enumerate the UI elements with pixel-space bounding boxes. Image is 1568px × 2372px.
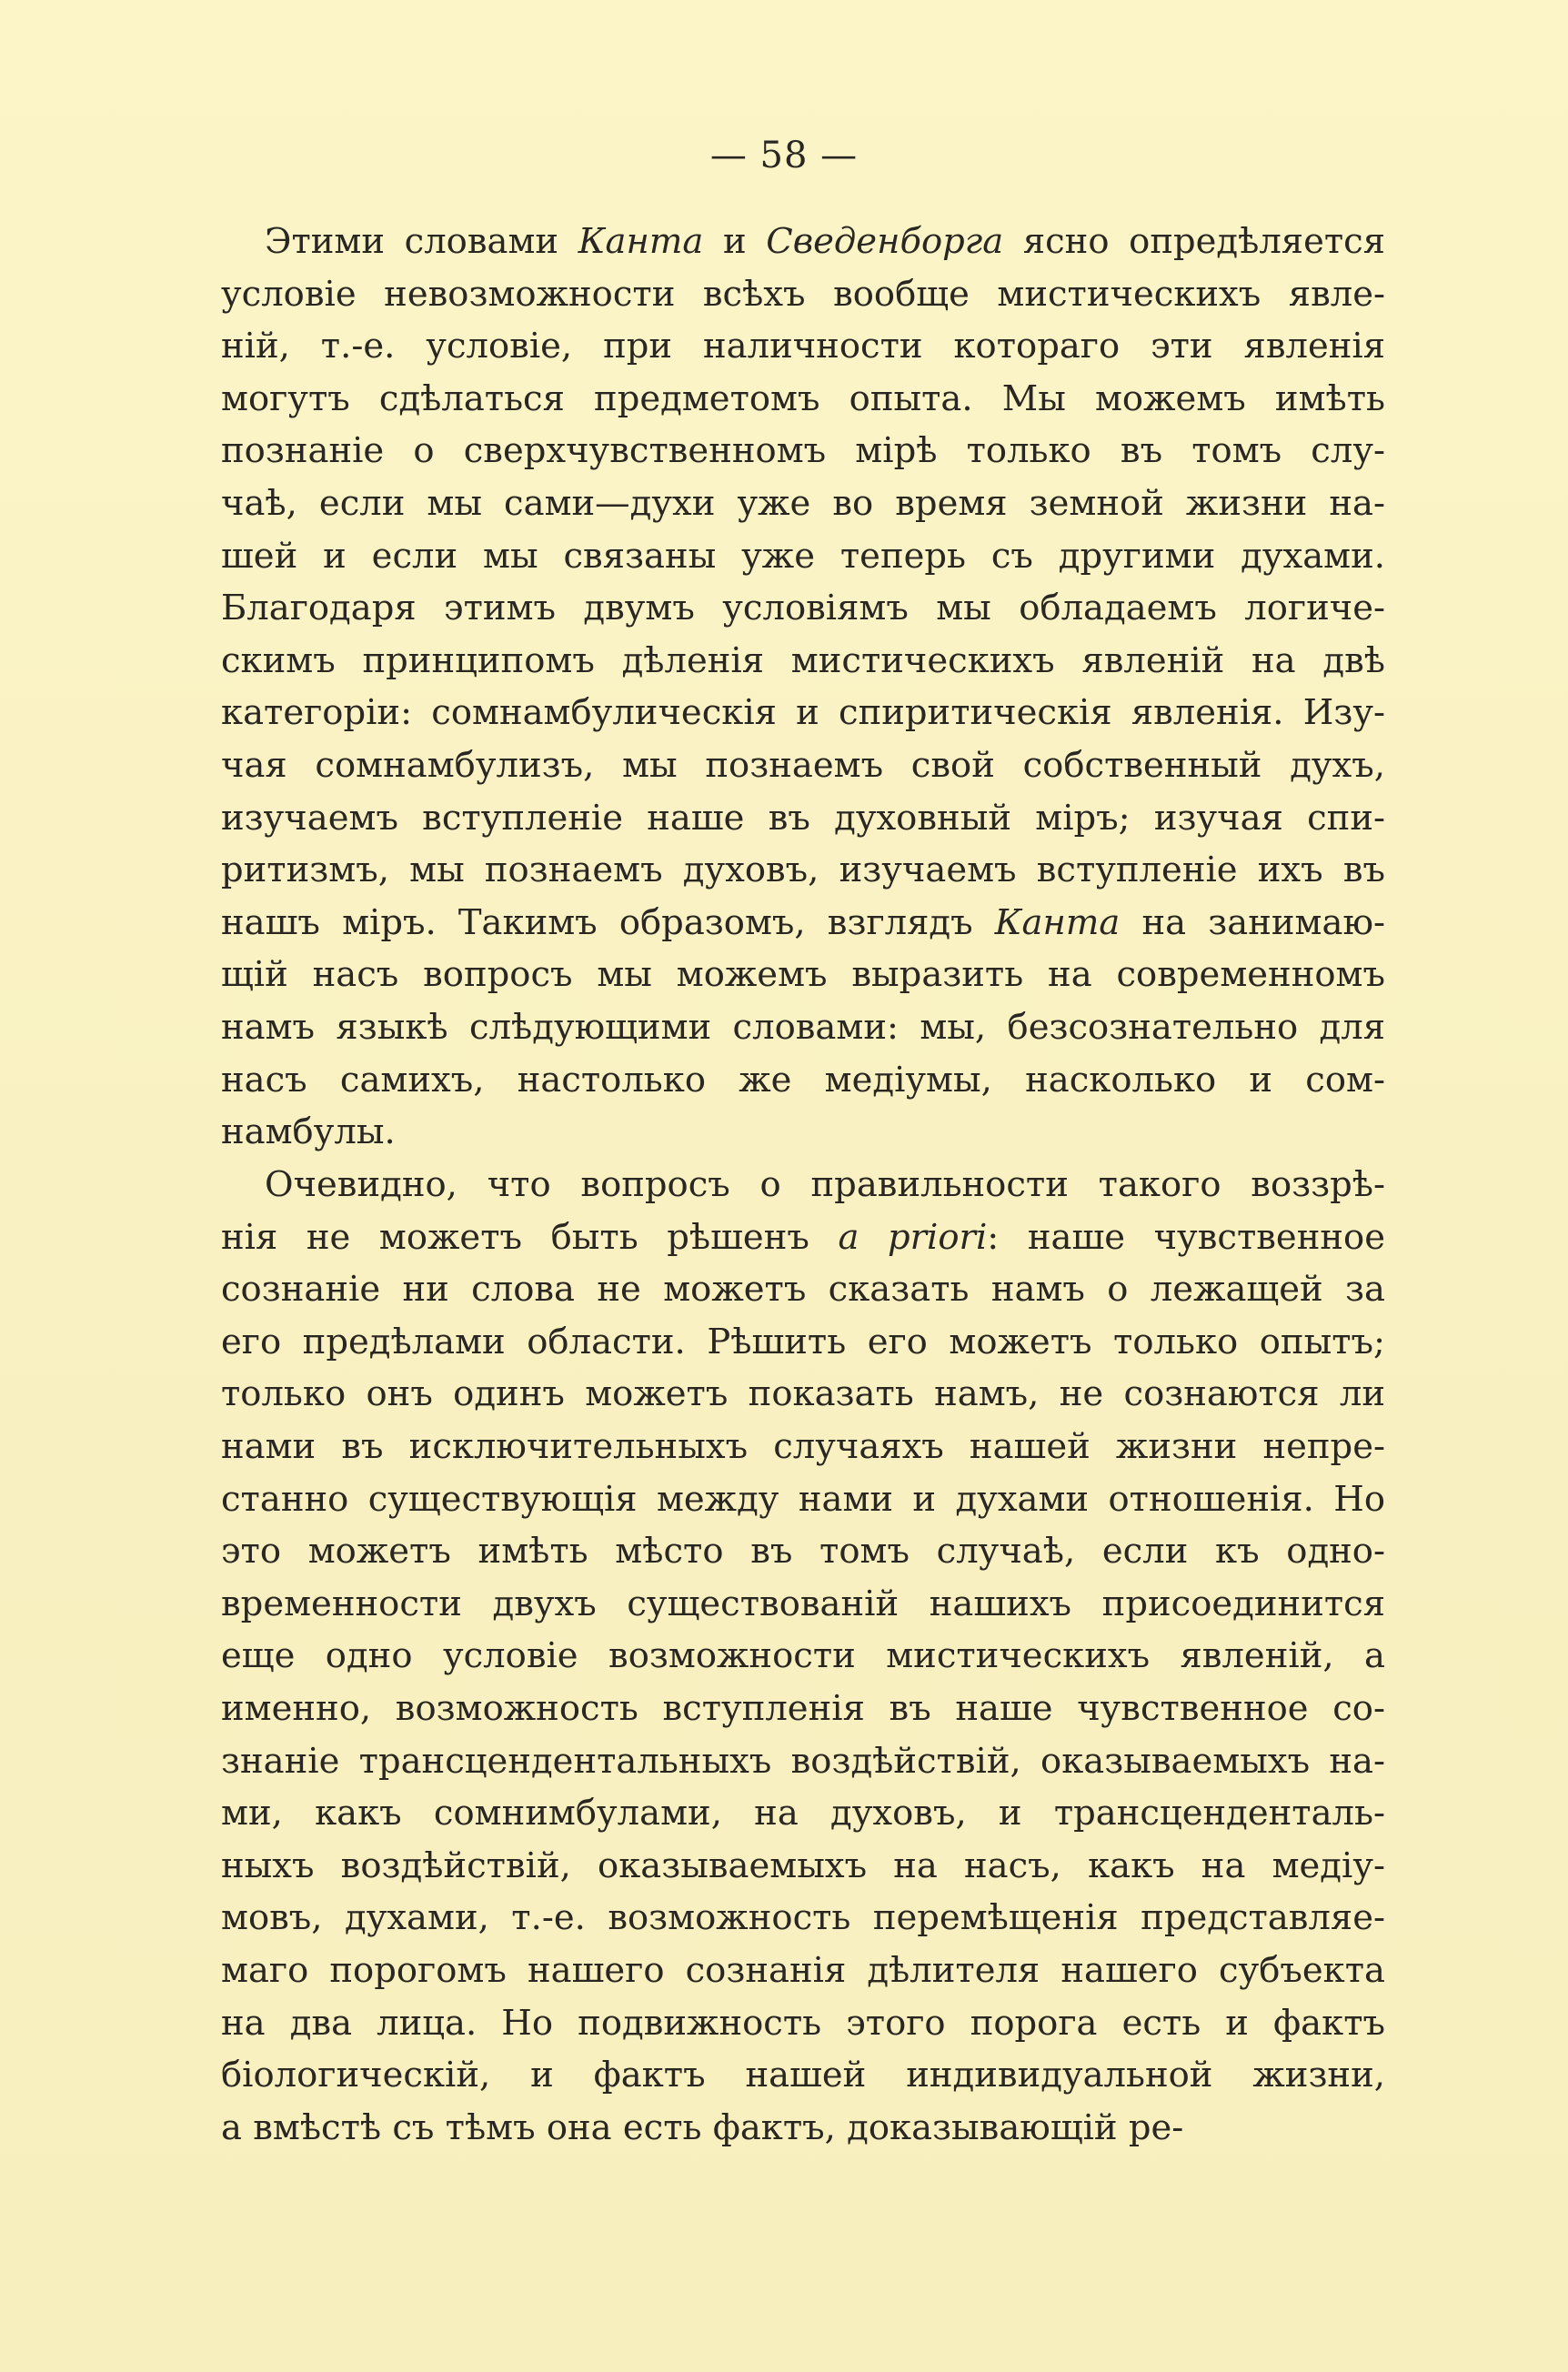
text-line <box>221 1316 1385 1369</box>
text-segment: еще одно условіе возможности мистическихъ явленій, а <box>221 1635 1385 1677</box>
text-segment: Этими словами <box>265 221 578 262</box>
text-line <box>221 1368 1385 1421</box>
text-line <box>221 216 1385 268</box>
text-segment: станно существующія между нами и духами отношенія. Но <box>221 1478 1385 1520</box>
italic-term: Сведенборга <box>766 221 1004 262</box>
text-segment: ныхъ воздѣйствій, оказываемыхъ на насъ, какъ на медіу- <box>221 1844 1385 1886</box>
text-segment: ритизмъ, мы познаемъ духовъ, изучаемъ вступленіе ихъ въ <box>221 849 1385 891</box>
text-line <box>221 1054 1385 1107</box>
text-line <box>221 1630 1385 1683</box>
text-segment: только онъ одинъ можетъ показать намъ, не сознаются ли <box>221 1373 1385 1415</box>
text-segment: категоріи: сомнамбулическія и спиритическія явленія. Изу- <box>221 692 1385 734</box>
text-line <box>221 1001 1385 1054</box>
text-segment: его предѣлами области. Рѣшить его можетъ только опытъ; <box>221 1321 1385 1362</box>
text-line <box>221 792 1385 845</box>
text-segment: : наше чувственное <box>987 1216 1385 1258</box>
text-line <box>221 530 1385 583</box>
text-segment: чаѣ, если мы сами—духи уже во время земной жизни на- <box>221 482 1385 524</box>
text-segment: изучаемъ вступленіе наше въ духовный міръ; изучая спи- <box>221 797 1385 839</box>
text-line <box>221 1211 1385 1264</box>
text-line <box>221 897 1385 950</box>
text-segment: скимъ принципомъ дѣленія мистическихъ явленій на двѣ <box>221 639 1385 681</box>
text-line <box>221 1525 1385 1578</box>
text-line <box>221 739 1385 792</box>
text-line <box>221 1683 1385 1735</box>
text-segment: это можетъ имѣть мѣсто въ томъ случаѣ, если къ одно- <box>221 1531 1385 1573</box>
text-line <box>221 1735 1385 1788</box>
paragraph <box>221 1159 1385 2154</box>
text-line <box>221 425 1385 477</box>
text-segment: Очевидно, что вопросъ о правильности такого воззрѣ- <box>265 1164 1385 1205</box>
text-line <box>221 635 1385 688</box>
text-line <box>221 268 1385 321</box>
text-segment: познаніе о сверхчувственномъ мірѣ только въ томъ слу- <box>221 430 1385 472</box>
text-segment: сознаніе ни слова не можетъ сказать намъ о лежащей за <box>221 1269 1385 1311</box>
text-segment: на занимаю- <box>1120 901 1385 943</box>
text-segment: нія не можетъ быть рѣшенъ <box>221 1216 839 1258</box>
text-line <box>221 687 1385 739</box>
text-segment: ній, т.-е. условіе, при наличности котораго эти явленія <box>221 326 1385 367</box>
text-line <box>221 949 1385 1001</box>
text-line <box>221 1945 1385 1997</box>
text-segment: временности двухъ существованій нашихъ присоединится <box>221 1583 1385 1624</box>
text-segment: шей и если мы связаны уже теперь съ другими духами. <box>221 535 1385 577</box>
text-line <box>221 1787 1385 1840</box>
text-line <box>221 1997 1385 2050</box>
text-segment: біологическій, и фактъ нашей индивидуальной жизни, <box>221 2055 1385 2096</box>
text-line <box>221 1263 1385 1316</box>
italic-term: Канта <box>994 901 1121 943</box>
text-segment: знаніе трансцендентальныхъ воздѣйствій, оказываемыхъ на- <box>221 1740 1385 1782</box>
text-line <box>221 320 1385 373</box>
text-line <box>221 844 1385 897</box>
text-segment: могутъ сдѣлаться предметомъ опыта. Мы можемъ имѣть <box>221 377 1385 419</box>
text-line <box>221 1106 1385 1159</box>
text-line <box>221 582 1385 635</box>
text-segment: и <box>703 221 767 262</box>
text-line <box>221 477 1385 530</box>
italic-term: a priori <box>838 1216 988 1258</box>
paragraph <box>221 216 1385 1159</box>
text-segment: именно, возможность вступленія въ наше чувственное со- <box>221 1687 1385 1729</box>
text-line <box>221 1578 1385 1631</box>
text-segment: нами въ исключительныхъ случаяхъ нашей жизни непре- <box>221 1425 1385 1467</box>
text-segment: условіе невозможности всѣхъ вообще мистическихъ явле- <box>221 273 1385 315</box>
text-segment: насъ самихъ, настолько же медіумы, насколько и сом- <box>221 1059 1385 1101</box>
text-segment: намбулы. <box>221 1111 396 1153</box>
text-line <box>221 1840 1385 1893</box>
text-line <box>221 373 1385 426</box>
text-line <box>221 2049 1385 2102</box>
text-segment: нашъ міръ. Такимъ образомъ, взглядъ <box>221 901 995 943</box>
italic-term: Канта <box>578 221 704 262</box>
text-line <box>221 1892 1385 1945</box>
text-segment: на два лица. Но подвижность этого порога есть и фактъ <box>221 2002 1385 2044</box>
text-segment: намъ языкѣ слѣдующими словами: мы, безсознательно для <box>221 1006 1385 1048</box>
text-segment: Благодаря этимъ двумъ условіямъ мы обладаемъ логиче- <box>221 588 1385 629</box>
text-segment: а вмѣстѣ съ тѣмъ она есть фактъ, доказывающій ре- <box>221 2106 1184 2148</box>
text-line <box>221 1159 1385 1211</box>
text-segment: ясно опредѣляется <box>1003 221 1386 262</box>
text-segment: чая сомнамбулизъ, мы познаемъ свой собственный духъ, <box>221 744 1385 786</box>
text-segment: маго порогомъ нашего сознанія дѣлителя нашего субъекта <box>221 1949 1385 1991</box>
text-line <box>221 2102 1385 2155</box>
text-segment: мовъ, духами, т.-е. возможность перемѣщенія представляе- <box>221 1897 1385 1939</box>
text-line <box>221 1473 1385 1526</box>
page-number: — 58 — <box>709 135 859 176</box>
text-segment: щій насъ вопросъ мы можемъ выразить на современномъ <box>221 954 1385 996</box>
text-line <box>221 1421 1385 1473</box>
text-segment: ми, какъ сомнимбулами, на духовъ, и трансценденталь- <box>221 1793 1385 1834</box>
